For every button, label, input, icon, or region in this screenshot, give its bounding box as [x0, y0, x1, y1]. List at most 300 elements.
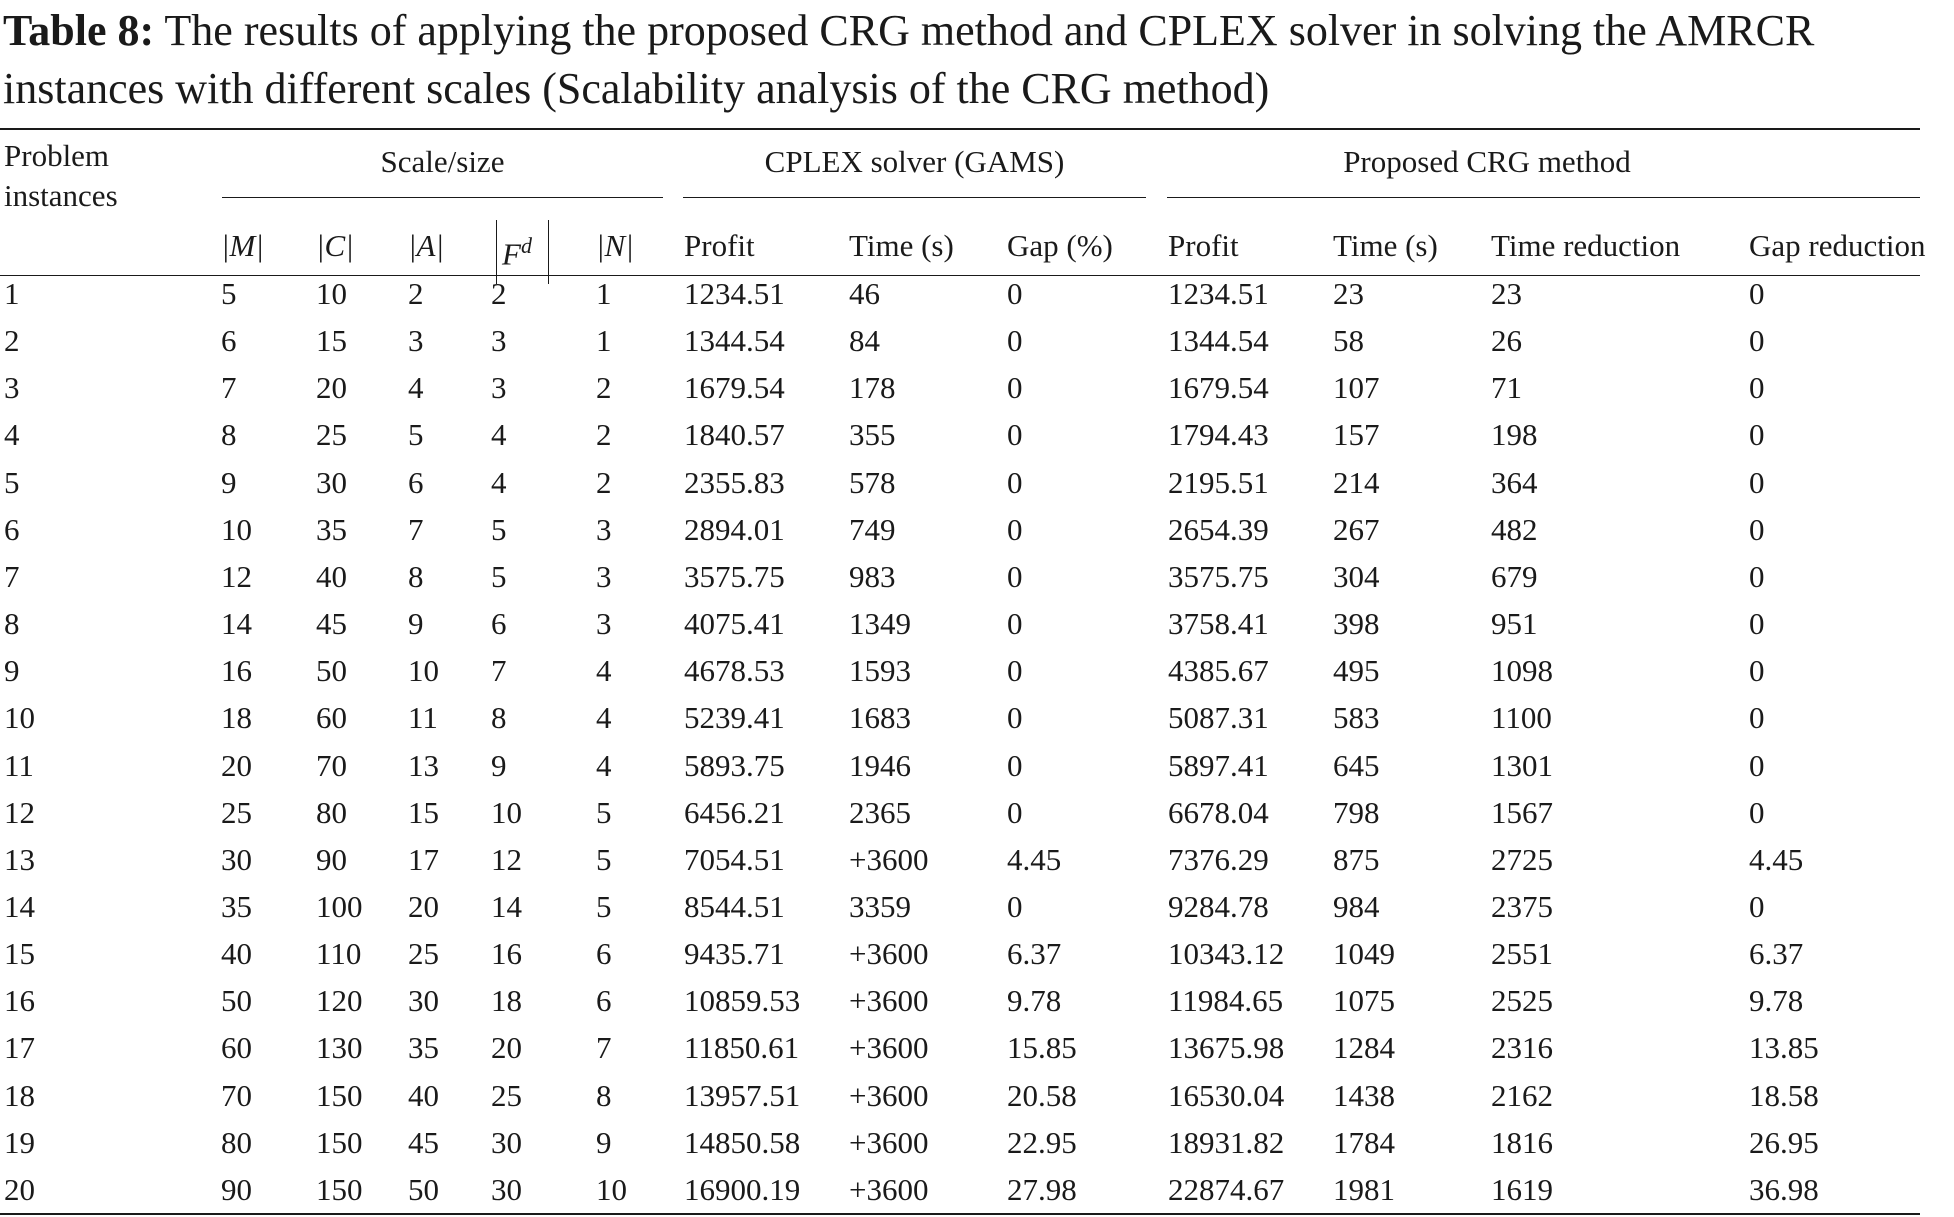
cell-cplex-time: 178	[849, 370, 896, 406]
cell-m: 40	[221, 936, 252, 972]
cell-instance: 14	[4, 888, 35, 924]
header-cplex-profit: Profit	[684, 228, 755, 263]
cell-cplex-time: 1946	[849, 747, 911, 783]
header-n: |N|	[596, 228, 634, 263]
cell-c: 20	[316, 370, 347, 406]
cell-crg-profit: 7376.29	[1168, 841, 1269, 877]
cell-cplex-profit: 5893.75	[684, 747, 785, 783]
cell-crg-profit: 1344.54	[1168, 323, 1269, 359]
cell-cplex-profit: 3575.75	[684, 558, 785, 594]
cell-crg-gap-reduction: 6.37	[1749, 936, 1804, 972]
cell-cplex-profit: 1679.54	[684, 370, 785, 406]
cell-crg-time: 304	[1333, 558, 1380, 594]
cell-n: 4	[596, 747, 612, 783]
cell-a: 35	[408, 1030, 439, 1066]
table-row	[0, 887, 1954, 934]
table-row	[0, 321, 1954, 368]
cell-a: 6	[408, 464, 424, 500]
header-cplex-gap: Gap (%)	[1007, 228, 1113, 263]
cell-instance: 19	[4, 1124, 35, 1160]
table-row	[0, 981, 1954, 1028]
table-row	[0, 463, 1954, 510]
cell-crg-profit: 3575.75	[1168, 558, 1269, 594]
cell-crg-gap-reduction: 9.78	[1749, 983, 1804, 1019]
table-row	[0, 1076, 1954, 1123]
cell-crg-profit: 13675.98	[1168, 1030, 1285, 1066]
cell-crg-time-reduction: 26	[1491, 323, 1522, 359]
cell-crg-profit: 5897.41	[1168, 747, 1269, 783]
table-row	[0, 793, 1954, 840]
cell-a: 40	[408, 1077, 439, 1113]
header-problem-line1: Problem	[4, 138, 110, 173]
cell-crg-time: 267	[1333, 511, 1380, 547]
table-caption-text: The results of applying the proposed CRG method and CPLEX solver in solving the AMRCR instances with different scales (Scalability analysis of the CRG method)	[3, 6, 1815, 113]
cell-crg-time: 1284	[1333, 1030, 1395, 1066]
cell-cplex-profit: 11850.61	[684, 1030, 800, 1066]
cell-crg-profit: 1794.43	[1168, 417, 1269, 453]
cell-crg-time-reduction: 2162	[1491, 1077, 1553, 1113]
cell-n: 1	[596, 323, 612, 359]
cell-crg-gap-reduction: 0	[1749, 747, 1765, 783]
cell-cplex-profit: 2894.01	[684, 511, 785, 547]
cell-m: 90	[221, 1171, 252, 1207]
cell-fd: 20	[491, 1030, 522, 1066]
cell-cplex-gap: 22.95	[1007, 1124, 1077, 1160]
cell-m: 70	[221, 1077, 252, 1113]
cell-fd: 3	[491, 323, 507, 359]
cell-crg-time-reduction: 2316	[1491, 1030, 1553, 1066]
cell-n: 5	[596, 841, 612, 877]
cell-m: 6	[221, 323, 237, 359]
cell-instance: 11	[4, 747, 34, 783]
cell-cplex-time: +3600	[849, 1077, 929, 1113]
cell-fd: 5	[491, 558, 507, 594]
header-crg-time: Time (s)	[1333, 228, 1438, 263]
cell-crg-profit: 1234.51	[1168, 276, 1269, 311]
cell-m: 5	[221, 276, 237, 311]
cell-cplex-profit: 13957.51	[684, 1077, 801, 1113]
cell-crg-gap-reduction: 36.98	[1749, 1171, 1819, 1207]
cell-cplex-profit: 10859.53	[684, 983, 801, 1019]
cell-c: 100	[316, 888, 363, 924]
table-row	[0, 557, 1954, 604]
header-m: |M|	[221, 228, 264, 263]
cell-crg-gap-reduction: 0	[1749, 323, 1765, 359]
cell-crg-gap-reduction: 0	[1749, 417, 1765, 453]
table-row	[0, 1123, 1954, 1170]
cell-cplex-time: +3600	[849, 1030, 929, 1066]
cell-a: 17	[408, 841, 439, 877]
cell-c: 110	[316, 936, 362, 972]
cell-crg-time: 1981	[1333, 1171, 1395, 1207]
cell-n: 2	[596, 464, 612, 500]
cell-cplex-time: 3359	[849, 888, 911, 924]
cell-c: 45	[316, 606, 347, 642]
cell-crg-gap-reduction: 0	[1749, 606, 1765, 642]
cell-n: 3	[596, 511, 612, 547]
cell-cplex-time: +3600	[849, 841, 929, 877]
cell-cplex-gap: 0	[1007, 700, 1023, 736]
cell-c: 150	[316, 1077, 363, 1113]
cell-crg-time-reduction: 1619	[1491, 1171, 1553, 1207]
cell-fd: 4	[491, 417, 507, 453]
cell-fd: 8	[491, 700, 507, 736]
table-row	[0, 1028, 1954, 1075]
header-crg-gap-reduction: Gap reduction	[1749, 228, 1926, 263]
cell-crg-time: 58	[1333, 323, 1364, 359]
cell-cplex-time: +3600	[849, 1124, 929, 1160]
cell-crg-profit: 4385.67	[1168, 653, 1269, 689]
table-caption	[3, 2, 1948, 118]
cell-a: 50	[408, 1171, 439, 1207]
cell-n: 3	[596, 558, 612, 594]
cell-a: 7	[408, 511, 424, 547]
cell-cplex-gap: 0	[1007, 417, 1023, 453]
cell-crg-profit: 10343.12	[1168, 936, 1285, 972]
cell-fd: 10	[491, 794, 522, 830]
cell-crg-time-reduction: 2551	[1491, 936, 1553, 972]
scale-group-rule	[222, 197, 663, 198]
cell-c: 60	[316, 700, 347, 736]
cell-n: 5	[596, 794, 612, 830]
table-row	[0, 604, 1954, 651]
cell-c: 150	[316, 1171, 363, 1207]
table-row	[0, 510, 1954, 557]
table-row	[0, 274, 1954, 321]
cell-fd: 9	[491, 747, 507, 783]
cell-cplex-gap: 6.37	[1007, 936, 1062, 972]
cell-m: 30	[221, 841, 252, 877]
cell-cplex-gap: 0	[1007, 558, 1023, 594]
cell-fd: 14	[491, 888, 522, 924]
cell-crg-time-reduction: 1301	[1491, 747, 1553, 783]
cell-crg-gap-reduction: 0	[1749, 888, 1765, 924]
cell-cplex-gap: 0	[1007, 276, 1023, 311]
cell-crg-profit: 6678.04	[1168, 794, 1269, 830]
header-crg-time-reduction: Time reduction	[1491, 228, 1681, 263]
cell-crg-time: 875	[1333, 841, 1380, 877]
cell-crg-time: 214	[1333, 464, 1380, 500]
cell-cplex-gap: 15.85	[1007, 1030, 1077, 1066]
top-rule	[0, 128, 1920, 130]
cell-fd: 7	[491, 653, 507, 689]
cell-m: 50	[221, 983, 252, 1019]
cell-a: 10	[408, 653, 439, 689]
cell-crg-gap-reduction: 13.85	[1749, 1030, 1819, 1066]
header-problem-instances	[4, 136, 118, 216]
cell-cplex-gap: 0	[1007, 794, 1023, 830]
cell-a: 2	[408, 276, 424, 311]
table-row	[0, 840, 1954, 887]
header-fd-base: F	[502, 236, 521, 272]
cell-crg-time: 23	[1333, 276, 1364, 311]
cell-fd: 12	[491, 841, 522, 877]
table-row	[0, 415, 1954, 462]
cell-instance: 5	[4, 464, 20, 500]
cell-cplex-profit: 5239.41	[684, 700, 785, 736]
cell-c: 80	[316, 794, 347, 830]
cell-m: 8	[221, 417, 237, 453]
cell-crg-time: 495	[1333, 653, 1380, 689]
cell-crg-gap-reduction: 0	[1749, 464, 1765, 500]
cell-crg-time: 398	[1333, 606, 1380, 642]
header-cplex-time: Time (s)	[849, 228, 954, 263]
cell-cplex-time: 1683	[849, 700, 911, 736]
cell-cplex-time: 1349	[849, 606, 911, 642]
cell-cplex-time: +3600	[849, 936, 929, 972]
cell-cplex-profit: 14850.58	[684, 1124, 801, 1160]
cell-c: 90	[316, 841, 347, 877]
cell-instance: 2	[4, 323, 20, 359]
cell-cplex-profit: 16900.19	[684, 1171, 801, 1207]
cell-crg-profit: 18931.82	[1168, 1124, 1285, 1160]
cell-n: 7	[596, 1030, 612, 1066]
cell-a: 3	[408, 323, 424, 359]
cell-crg-profit: 11984.65	[1168, 983, 1284, 1019]
cell-instance: 16	[4, 983, 35, 1019]
cell-instance: 3	[4, 370, 20, 406]
cell-crg-gap-reduction: 0	[1749, 653, 1765, 689]
cell-a: 30	[408, 983, 439, 1019]
cell-m: 60	[221, 1030, 252, 1066]
cell-cplex-time: 983	[849, 558, 896, 594]
cell-crg-time-reduction: 482	[1491, 511, 1538, 547]
cell-m: 35	[221, 888, 252, 924]
cell-a: 13	[408, 747, 439, 783]
table-label: Table 8:	[3, 6, 155, 55]
cell-fd: 30	[491, 1124, 522, 1160]
cell-a: 11	[408, 700, 438, 736]
table-row	[0, 698, 1954, 745]
cell-crg-gap-reduction: 0	[1749, 794, 1765, 830]
cell-cplex-profit: 7054.51	[684, 841, 785, 877]
cell-c: 30	[316, 464, 347, 500]
cell-crg-profit: 22874.67	[1168, 1171, 1285, 1207]
cell-cplex-gap: 27.98	[1007, 1171, 1077, 1207]
cell-c: 130	[316, 1030, 363, 1066]
header-scale-size: Scale/size	[380, 144, 505, 179]
header-c: |C|	[316, 228, 354, 263]
cell-n: 5	[596, 888, 612, 924]
cell-n: 8	[596, 1077, 612, 1113]
cell-a: 5	[408, 417, 424, 453]
cell-fd: 6	[491, 606, 507, 642]
table-row	[0, 651, 1954, 698]
cell-cplex-profit: 4678.53	[684, 653, 785, 689]
cell-crg-time-reduction: 2525	[1491, 983, 1553, 1019]
cell-instance: 1	[4, 276, 20, 311]
table-row	[0, 368, 1954, 415]
cell-crg-time: 1784	[1333, 1124, 1395, 1160]
cell-m: 12	[221, 558, 252, 594]
cell-cplex-gap: 0	[1007, 323, 1023, 359]
cell-c: 40	[316, 558, 347, 594]
cell-crg-profit: 2654.39	[1168, 511, 1269, 547]
cell-instance: 10	[4, 700, 35, 736]
cell-crg-time: 1049	[1333, 936, 1395, 972]
cell-cplex-gap: 20.58	[1007, 1077, 1077, 1113]
cell-crg-time: 645	[1333, 747, 1380, 783]
cell-c: 70	[316, 747, 347, 783]
cell-fd: 3	[491, 370, 507, 406]
cell-crg-time: 984	[1333, 888, 1380, 924]
cell-instance: 7	[4, 558, 20, 594]
crg-group-rule	[1167, 197, 1920, 198]
cell-c: 25	[316, 417, 347, 453]
cell-m: 20	[221, 747, 252, 783]
cell-m: 7	[221, 370, 237, 406]
cell-c: 15	[316, 323, 347, 359]
cell-cplex-profit: 2355.83	[684, 464, 785, 500]
cplex-group-rule	[683, 197, 1146, 198]
cell-m: 18	[221, 700, 252, 736]
cell-m: 10	[221, 511, 252, 547]
cell-crg-gap-reduction: 4.45	[1749, 841, 1804, 877]
cell-n: 1	[596, 276, 612, 311]
header-a: |A|	[408, 228, 444, 263]
cell-crg-profit: 2195.51	[1168, 464, 1269, 500]
cell-n: 4	[596, 700, 612, 736]
cell-instance: 9	[4, 653, 20, 689]
cell-cplex-profit: 1840.57	[684, 417, 785, 453]
cell-cplex-gap: 4.45	[1007, 841, 1062, 877]
cell-cplex-time: +3600	[849, 983, 929, 1019]
cell-n: 6	[596, 983, 612, 1019]
cell-crg-gap-reduction: 26.95	[1749, 1124, 1819, 1160]
cell-cplex-profit: 6456.21	[684, 794, 785, 830]
cell-instance: 18	[4, 1077, 35, 1113]
cell-instance: 12	[4, 794, 35, 830]
cell-crg-time-reduction: 23	[1491, 276, 1522, 311]
cell-c: 120	[316, 983, 363, 1019]
cell-n: 3	[596, 606, 612, 642]
cell-n: 6	[596, 936, 612, 972]
cell-n: 4	[596, 653, 612, 689]
cell-cplex-profit: 9435.71	[684, 936, 785, 972]
cell-c: 10	[316, 276, 347, 311]
cell-crg-profit: 16530.04	[1168, 1077, 1285, 1113]
cell-crg-time: 798	[1333, 794, 1380, 830]
cell-crg-gap-reduction: 0	[1749, 558, 1765, 594]
cell-fd: 18	[491, 983, 522, 1019]
cell-crg-profit: 9284.78	[1168, 888, 1269, 924]
cell-crg-time-reduction: 198	[1491, 417, 1538, 453]
cell-crg-time-reduction: 679	[1491, 558, 1538, 594]
cell-a: 15	[408, 794, 439, 830]
cell-cplex-gap: 0	[1007, 370, 1023, 406]
cell-instance: 20	[4, 1171, 35, 1207]
cell-crg-time-reduction: 2725	[1491, 841, 1553, 877]
cell-instance: 4	[4, 417, 20, 453]
header-problem-line2: instances	[4, 178, 118, 213]
cell-crg-profit: 3758.41	[1168, 606, 1269, 642]
table-row	[0, 746, 1954, 793]
cell-cplex-time: 84	[849, 323, 880, 359]
cell-crg-time: 583	[1333, 700, 1380, 736]
cell-instance: 17	[4, 1030, 35, 1066]
cell-cplex-time: 749	[849, 511, 896, 547]
cell-crg-time: 157	[1333, 417, 1380, 453]
header-crg-method: Proposed CRG method	[1343, 144, 1631, 179]
header-crg-profit: Profit	[1168, 228, 1239, 263]
cell-crg-gap-reduction: 18.58	[1749, 1077, 1819, 1113]
cell-a: 8	[408, 558, 424, 594]
cell-crg-time-reduction: 71	[1491, 370, 1522, 406]
cell-crg-gap-reduction: 0	[1749, 370, 1765, 406]
cell-cplex-time: 2365	[849, 794, 911, 830]
cell-crg-time-reduction: 364	[1491, 464, 1538, 500]
cell-fd: 30	[491, 1171, 522, 1207]
cell-a: 25	[408, 936, 439, 972]
cell-cplex-gap: 0	[1007, 606, 1023, 642]
cell-crg-time-reduction: 2375	[1491, 888, 1553, 924]
cell-crg-time: 1438	[1333, 1077, 1395, 1113]
cell-n: 2	[596, 370, 612, 406]
cell-cplex-gap: 0	[1007, 747, 1023, 783]
cell-cplex-time: 46	[849, 276, 880, 311]
cell-crg-time: 107	[1333, 370, 1380, 406]
cell-crg-profit: 1679.54	[1168, 370, 1269, 406]
header-cplex-solver: CPLEX solver (GAMS)	[764, 144, 1065, 179]
cell-crg-gap-reduction: 0	[1749, 511, 1765, 547]
cell-cplex-profit: 8544.51	[684, 888, 785, 924]
cell-crg-time-reduction: 1098	[1491, 653, 1553, 689]
cell-cplex-time: +3600	[849, 1171, 929, 1207]
cell-crg-gap-reduction: 0	[1749, 700, 1765, 736]
cell-instance: 6	[4, 511, 20, 547]
cell-a: 45	[408, 1124, 439, 1160]
cell-cplex-gap: 9.78	[1007, 983, 1062, 1019]
cell-cplex-time: 1593	[849, 653, 911, 689]
cell-instance: 15	[4, 936, 35, 972]
cell-fd: 5	[491, 511, 507, 547]
cell-crg-time-reduction: 1816	[1491, 1124, 1553, 1160]
cell-m: 80	[221, 1124, 252, 1160]
cell-cplex-gap: 0	[1007, 888, 1023, 924]
cell-n: 2	[596, 417, 612, 453]
cell-n: 10	[596, 1171, 627, 1207]
cell-crg-gap-reduction: 0	[1749, 276, 1765, 311]
cell-instance: 8	[4, 606, 20, 642]
cell-cplex-profit: 1344.54	[684, 323, 785, 359]
cell-m: 9	[221, 464, 237, 500]
cell-a: 20	[408, 888, 439, 924]
cell-cplex-time: 355	[849, 417, 896, 453]
cell-crg-time-reduction: 1567	[1491, 794, 1553, 830]
cell-n: 9	[596, 1124, 612, 1160]
cell-cplex-gap: 0	[1007, 653, 1023, 689]
cell-crg-time-reduction: 1100	[1491, 700, 1552, 736]
cell-c: 50	[316, 653, 347, 689]
header-fd	[502, 226, 532, 274]
cell-cplex-gap: 0	[1007, 511, 1023, 547]
cell-fd: 2	[491, 276, 507, 311]
cell-crg-time: 1075	[1333, 983, 1395, 1019]
cell-crg-time-reduction: 951	[1491, 606, 1538, 642]
cell-c: 35	[316, 511, 347, 547]
cell-cplex-profit: 4075.41	[684, 606, 785, 642]
cell-crg-profit: 5087.31	[1168, 700, 1269, 736]
cell-m: 16	[221, 653, 252, 689]
cell-cplex-time: 578	[849, 464, 896, 500]
cell-instance: 13	[4, 841, 35, 877]
cell-a: 4	[408, 370, 424, 406]
cell-cplex-profit: 1234.51	[684, 276, 785, 311]
cell-m: 25	[221, 794, 252, 830]
header-fd-sup: d	[520, 233, 532, 258]
cell-fd: 16	[491, 936, 522, 972]
cell-a: 9	[408, 606, 424, 642]
